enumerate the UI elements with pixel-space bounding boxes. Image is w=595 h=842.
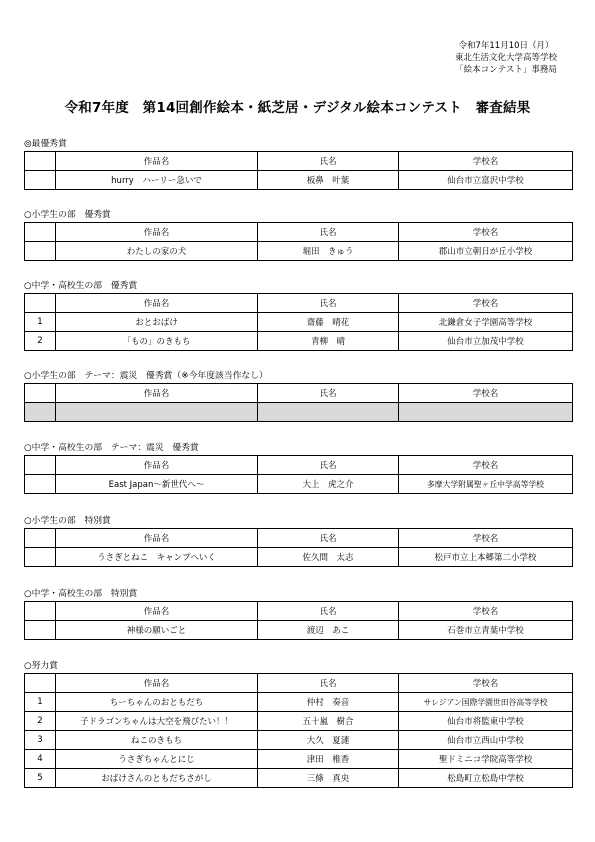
header-school: 東北生活文化大学高等学校	[454, 53, 557, 63]
work-title-cell	[56, 403, 258, 422]
results-table	[24, 673, 573, 788]
header-name-cell: 氏名	[258, 294, 399, 313]
table-header-row	[25, 223, 573, 242]
header-school-cell: 学校名	[399, 294, 573, 313]
author-name-cell: 渡辺 あこ	[258, 621, 399, 640]
table-row	[25, 475, 573, 494]
school-name-cell: 仙台市将監東中学校	[399, 712, 573, 731]
header-date: 令和7年11月10日（月）	[458, 41, 554, 51]
row-number-cell: 4	[25, 750, 56, 769]
row-number-cell: 3	[25, 731, 56, 750]
table-row	[25, 242, 573, 261]
school-name-cell: 郡山市立朝日が丘小学校	[399, 242, 573, 261]
header-no-cell	[25, 294, 56, 313]
header-name-cell: 氏名	[258, 456, 399, 475]
table-row	[25, 171, 573, 190]
row-number-cell: 5	[25, 769, 56, 788]
table-header-row	[25, 456, 573, 475]
header-no-cell	[25, 456, 56, 475]
page-title: 令和7年度 第14回創作絵本・紙芝居・デジタル絵本コンテスト 審査結果	[64, 100, 531, 116]
school-name-cell: 仙台市立加茂中学校	[399, 332, 573, 351]
school-name-cell: 仙台市立西山中学校	[399, 731, 573, 750]
school-name-cell: 松島町立松島中学校	[399, 769, 573, 788]
section-label: ○小学生の部 特別賞	[24, 516, 111, 526]
author-name-cell: 大久 夏漣	[258, 731, 399, 750]
header-school-cell: 学校名	[399, 152, 573, 171]
school-name-cell: サレジアン国際学園世田谷高等学校	[399, 693, 573, 712]
header-name-cell: 氏名	[258, 152, 399, 171]
author-name-cell: 板鼻 叶葉	[258, 171, 399, 190]
table-row	[25, 712, 573, 731]
table-row	[25, 750, 573, 769]
header-name-cell: 氏名	[258, 384, 399, 403]
table-row	[25, 621, 573, 640]
award-section	[24, 660, 572, 788]
row-number-cell	[25, 548, 56, 567]
author-name-cell: 大上 虎之介	[258, 475, 399, 494]
author-name-cell: 堀田 きゅう	[258, 242, 399, 261]
work-title-cell: うさぎとねこ キャンプへいく	[56, 548, 258, 567]
work-title-cell: おばけさんのともだちさがし	[56, 769, 258, 788]
section-label: ○努力賞	[24, 661, 59, 671]
work-title-cell: 「もの」のきもち	[56, 332, 258, 351]
school-name-cell: 聖ドミニコ学院高等学校	[399, 750, 573, 769]
header-work-cell: 作品名	[56, 223, 258, 242]
header-name-cell: 氏名	[258, 602, 399, 621]
author-name-cell: 三條 真央	[258, 769, 399, 788]
row-number-cell: 1	[25, 693, 56, 712]
header-school-cell: 学校名	[399, 529, 573, 548]
row-number-cell	[25, 171, 56, 190]
header-no-cell	[25, 223, 56, 242]
header-work-cell: 作品名	[56, 602, 258, 621]
section-label: ○小学生の部 テーマ：震災 優秀賞（※今年度該当作なし）	[24, 371, 268, 381]
header-no-cell	[25, 384, 56, 403]
table-header-row	[25, 674, 573, 693]
work-title-cell: 子ドラゴンちゃんは大空を飛びたい！！	[56, 712, 258, 731]
table-row	[25, 693, 573, 712]
row-number-cell	[25, 242, 56, 261]
header-work-cell: 作品名	[56, 674, 258, 693]
table-header-row	[25, 529, 573, 548]
results-table	[24, 528, 573, 567]
header-no-cell	[25, 674, 56, 693]
school-name-cell: 松戸市立上本郷第二小学校	[399, 548, 573, 567]
author-name-cell: 齋藤 晴花	[258, 313, 399, 332]
results-table	[24, 151, 573, 190]
school-name-cell: 北鎌倉女子学園高等学校	[399, 313, 573, 332]
award-section	[24, 588, 572, 640]
work-title-cell: おとおばけ	[56, 313, 258, 332]
author-name-cell: 五十嵐 樹合	[258, 712, 399, 731]
table-header-row	[25, 152, 573, 171]
work-title-cell: 神様の願いごと	[56, 621, 258, 640]
table-row	[25, 332, 573, 351]
row-number-cell: 1	[25, 313, 56, 332]
results-table	[24, 455, 573, 494]
work-title-cell: ねこのきもち	[56, 731, 258, 750]
header-work-cell: 作品名	[56, 529, 258, 548]
header-work-cell: 作品名	[56, 384, 258, 403]
table-row	[25, 731, 573, 750]
school-name-cell: 石巻市立青葉中学校	[399, 621, 573, 640]
school-name-cell: 仙台市立富沢中学校	[399, 171, 573, 190]
work-title-cell: ちーちゃんのおともだち	[56, 693, 258, 712]
school-name-cell	[399, 403, 573, 422]
header-name-cell: 氏名	[258, 223, 399, 242]
author-name-cell: 津田 椎香	[258, 750, 399, 769]
award-section	[24, 515, 572, 567]
header-name-cell: 氏名	[258, 674, 399, 693]
author-name-cell: 青柳 晴	[258, 332, 399, 351]
work-title-cell: うさぎちゃんとにじ	[56, 750, 258, 769]
award-section	[24, 442, 572, 494]
header-school-cell: 学校名	[399, 602, 573, 621]
header-name-cell: 氏名	[258, 529, 399, 548]
header-no-cell	[25, 152, 56, 171]
section-label: ◎最優秀賞	[24, 139, 67, 149]
header-school-cell: 学校名	[399, 674, 573, 693]
header-work-cell: 作品名	[56, 152, 258, 171]
section-label: ○小学生の部 優秀賞	[24, 210, 111, 220]
header-school-cell: 学校名	[399, 456, 573, 475]
header-no-cell	[25, 602, 56, 621]
work-title-cell: わたしの家の犬	[56, 242, 258, 261]
school-name-cell: 多摩大学附属聖ヶ丘中学高等学校	[399, 475, 573, 494]
results-table	[24, 222, 573, 261]
award-section	[24, 138, 572, 190]
table-header-row	[25, 602, 573, 621]
author-name-cell	[258, 403, 399, 422]
document-header	[455, 40, 557, 76]
award-section	[24, 209, 572, 261]
table-row	[25, 769, 573, 788]
header-office: 「絵本コンテスト」事務局	[455, 65, 557, 75]
award-section	[24, 280, 572, 351]
table-header-row	[25, 294, 573, 313]
work-title-cell: hurry ハーリー急いで	[56, 171, 258, 190]
row-number-cell	[25, 621, 56, 640]
row-number-cell: 2	[25, 332, 56, 351]
table-row	[25, 403, 573, 422]
award-section	[24, 370, 572, 422]
author-name-cell: 仲村 奏音	[258, 693, 399, 712]
row-number-cell: 2	[25, 712, 56, 731]
results-table	[24, 601, 573, 640]
section-label: ○中学・高校生の部 特別賞	[24, 589, 138, 599]
author-name-cell: 佐久間 太志	[258, 548, 399, 567]
table-row	[25, 548, 573, 567]
row-number-cell	[25, 475, 56, 494]
section-label: ○中学・高校生の部 優秀賞	[24, 281, 138, 291]
header-no-cell	[25, 529, 56, 548]
header-school-cell: 学校名	[399, 384, 573, 403]
results-table	[24, 293, 573, 351]
header-work-cell: 作品名	[56, 456, 258, 475]
header-school-cell: 学校名	[399, 223, 573, 242]
section-label: ○中学・高校生の部 テーマ：震災 優秀賞	[24, 443, 199, 453]
results-table	[24, 383, 573, 422]
table-row	[25, 313, 573, 332]
row-number-cell	[25, 403, 56, 422]
work-title-cell: East Japan～新世代へ～	[56, 475, 258, 494]
table-header-row	[25, 384, 573, 403]
header-work-cell: 作品名	[56, 294, 258, 313]
